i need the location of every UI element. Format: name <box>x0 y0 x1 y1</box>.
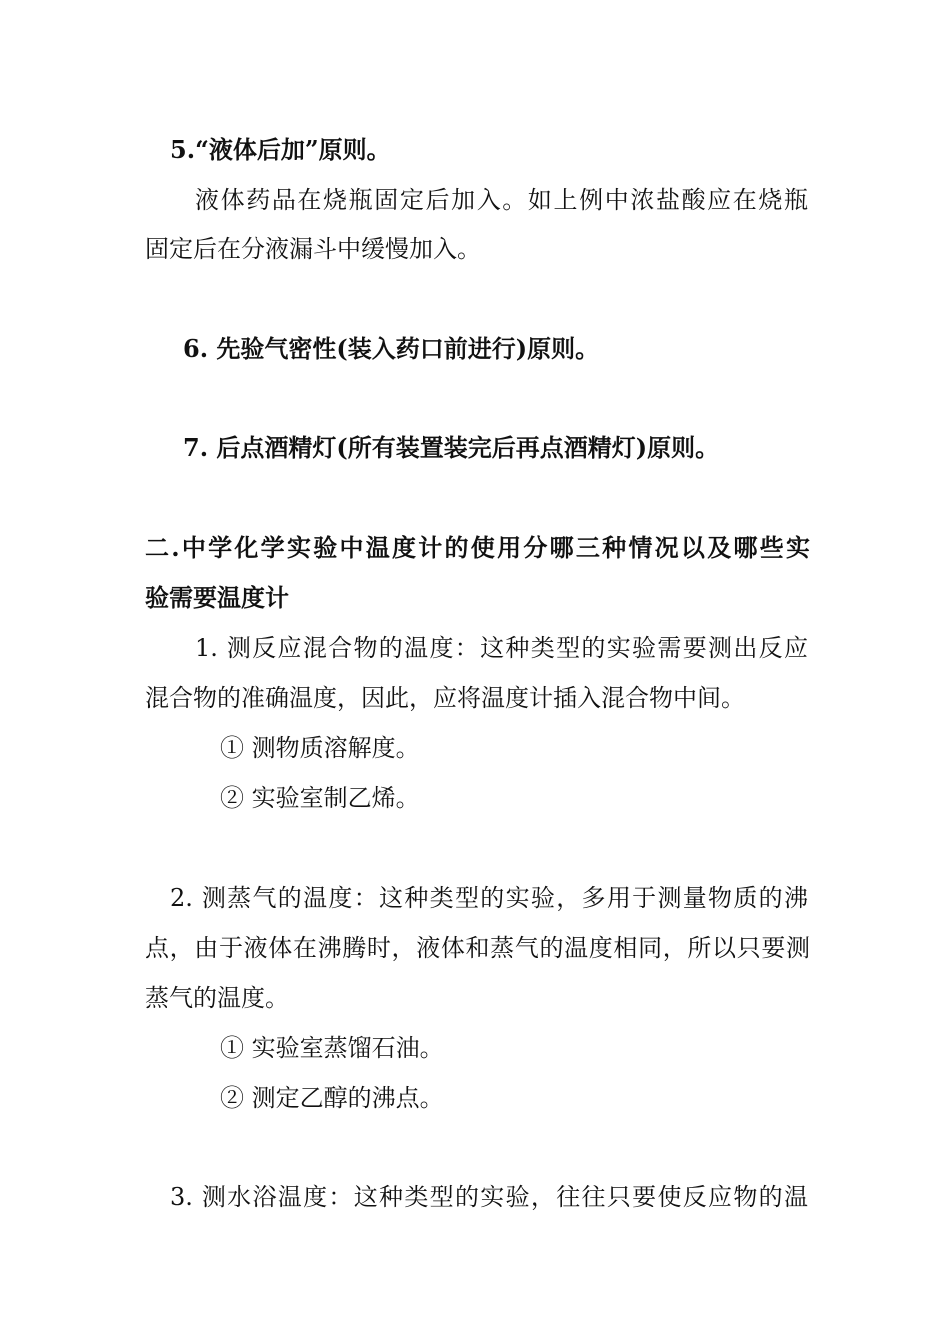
item-2-example: ① 实验室蒸馏石油。 <box>220 1034 444 1062</box>
item-3-line: 3. 测水浴温度：这种类型的实验，往往只要使反应物的温 <box>170 1183 808 1211</box>
item-2-line: 2. 测蒸气的温度：这种类型的实验，多用于测量物质的沸 <box>170 884 808 912</box>
part-two-title-line: 验需要温度计 <box>145 583 289 612</box>
item-1-line: 混合物的准确温度，因此，应将温度计插入混合物中间。 <box>145 684 745 712</box>
heading-text: 先验气密性(装入药口前进行)原则。 <box>216 334 600 363</box>
item-2-line: 蒸气的温度。 <box>145 984 289 1012</box>
heading-text: 后点酒精灯(所有装置装完后再点酒精灯)原则。 <box>216 433 720 462</box>
heading-number: 7. <box>183 433 209 462</box>
part-two-title-line: 二.中学化学实验中温度计的使用分哪三种情况以及哪些实 <box>145 533 810 562</box>
item-2-example: ② 测定乙醇的沸点。 <box>220 1084 444 1112</box>
heading-principle-6 <box>183 333 848 365</box>
heading-principle-5 <box>170 134 835 166</box>
heading-number: 6. <box>183 334 209 363</box>
item-1-example: ② 实验室制乙烯。 <box>220 784 420 812</box>
item-2-line: 点，由于液体在沸腾时，液体和蒸气的温度相同，所以只要测 <box>145 934 810 962</box>
heading-principle-7 <box>183 432 848 464</box>
paragraph-line: 固定后在分液漏斗中缓慢加入。 <box>145 235 481 263</box>
paragraph-line: 液体药品在烧瓶固定后加入。如上例中浓盐酸应在烧瓶 <box>195 186 808 214</box>
item-1-line: 1. 测反应混合物的温度：这种类型的实验需要测出反应 <box>195 634 808 662</box>
heading-text: “液体后加”原则。 <box>195 135 391 164</box>
item-1-example: ① 测物质溶解度。 <box>220 734 420 762</box>
heading-number: 5. <box>170 135 196 164</box>
